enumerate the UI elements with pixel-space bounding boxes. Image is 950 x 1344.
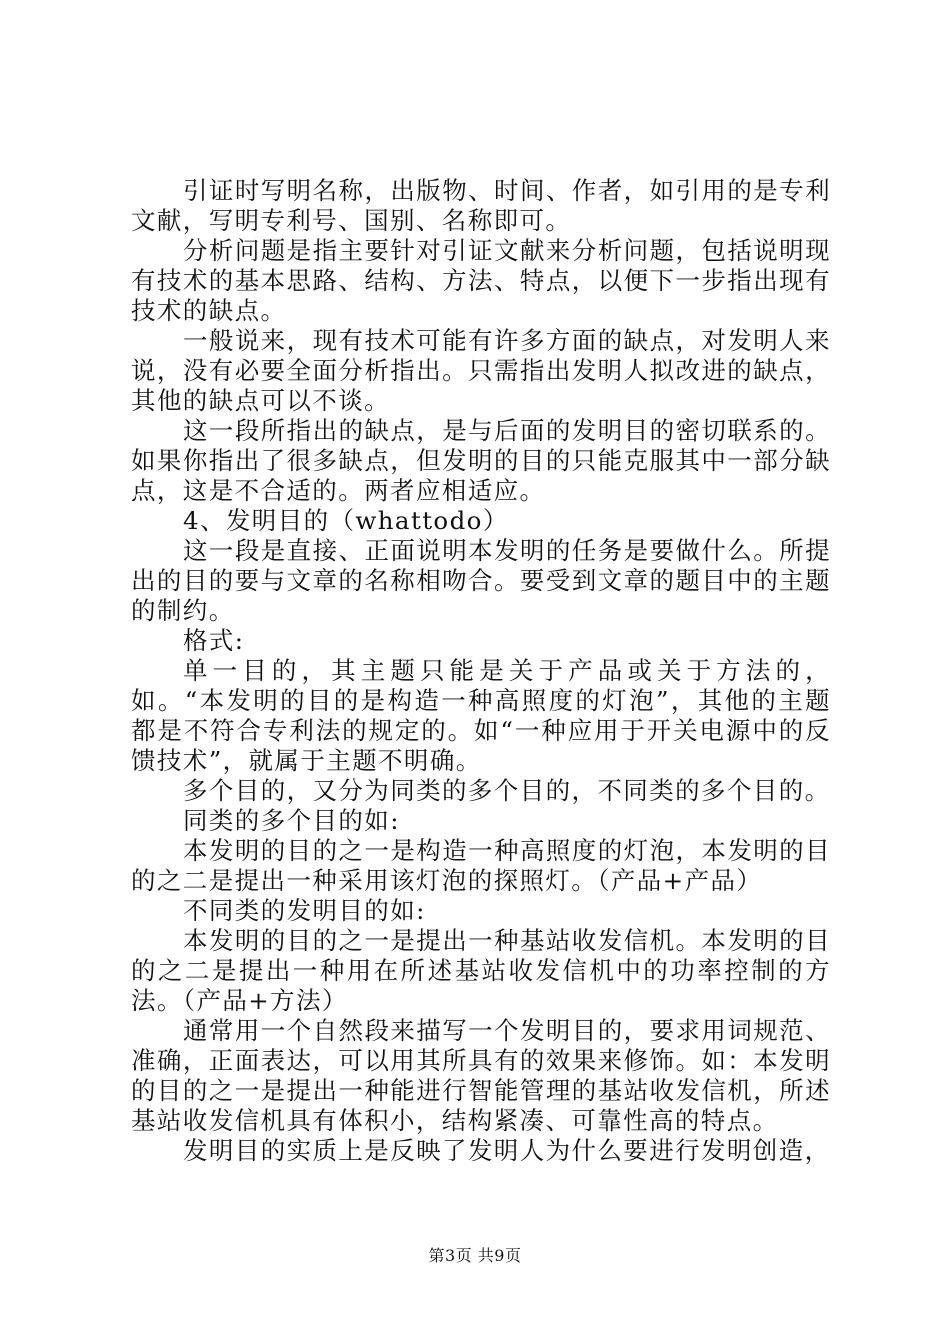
paragraph-shortcomings-link: 这一段所指出的缺点，是与后面的发明目的密切联系的。如果你指出了很多缺点，但发明的目的只能克服其中一部分缺点，这是不合适的。两者应相适应。 (131, 416, 831, 505)
page-number-footer: 第3页 共9页 (428, 1246, 522, 1265)
paragraph-different-type-example: 本发明的目的之一是提出一种基站收发信机。本发明的目的之二是提出一种用在所述基站收发信机中的功率控制的方法。（产品+方法） (131, 926, 831, 1015)
section-heading-invention-purpose: 4、发明目的（whattodo） (183, 506, 509, 535)
paragraph-purpose-essence: 发明目的实质上是反映了发明人为什么要进行发明创造， (183, 1136, 831, 1165)
paragraph-single-purpose: 单一目的，其主题只能是关于产品或关于方法的，如。“本发明的目的是构造一种高照度的灯泡”，其他的主题都是不符合专利法的规定的。如“一种应用于开关电源中的反馈技术”，就属于主题不明确。 (131, 656, 831, 775)
paragraph-format-label: 格式: (183, 626, 245, 655)
paragraph-shortcomings: 一般说来，现有技术可能有许多方面的缺点，对发明人来说，没有必要全面分析指出。只需指出发明人拟改进的缺点，其他的缺点可以不谈。 (131, 326, 831, 415)
paragraph-same-type-label: 同类的多个目的如: (183, 806, 400, 835)
paragraph-purpose-intro: 这一段是直接、正面说明本发明的任务是要做什么。所提出的目的要与文章的名称相吻合。要受到文章的题目中的主题的制约。 (131, 536, 831, 625)
paragraph-same-type-example: 本发明的目的之一是构造一种高照度的灯泡，本发明的目的之二是提出一种采用该灯泡的探照灯。（产品+产品） (131, 836, 831, 895)
paragraph-citation: 引证时写明名称，出版物、时间、作者，如引用的是专利文献，写明专利号、国别、名称即可。 (131, 176, 831, 235)
paragraph-writing-guidance: 通常用一个自然段来描写一个发明目的，要求用词规范、准确，正面表达，可以用其所具有的效果来修饰。如：本发明的目的之一是提出一种能进行智能管理的基站收发信机，所述基站收发信机具有体积小，结构紧凑、可靠性高的特点。 (131, 1016, 831, 1135)
paragraph-analysis: 分析问题是指主要针对引证文献来分析问题，包括说明现有技术的基本思路、结构、方法、特点，以便下一步指出现有技术的缺点。 (131, 236, 831, 325)
document-body (131, 176, 831, 1166)
paragraph-multiple-purposes: 多个目的，又分为同类的多个目的，不同类的多个目的。 (183, 776, 831, 805)
paragraph-different-type-label: 不同类的发明目的如: (183, 896, 426, 925)
